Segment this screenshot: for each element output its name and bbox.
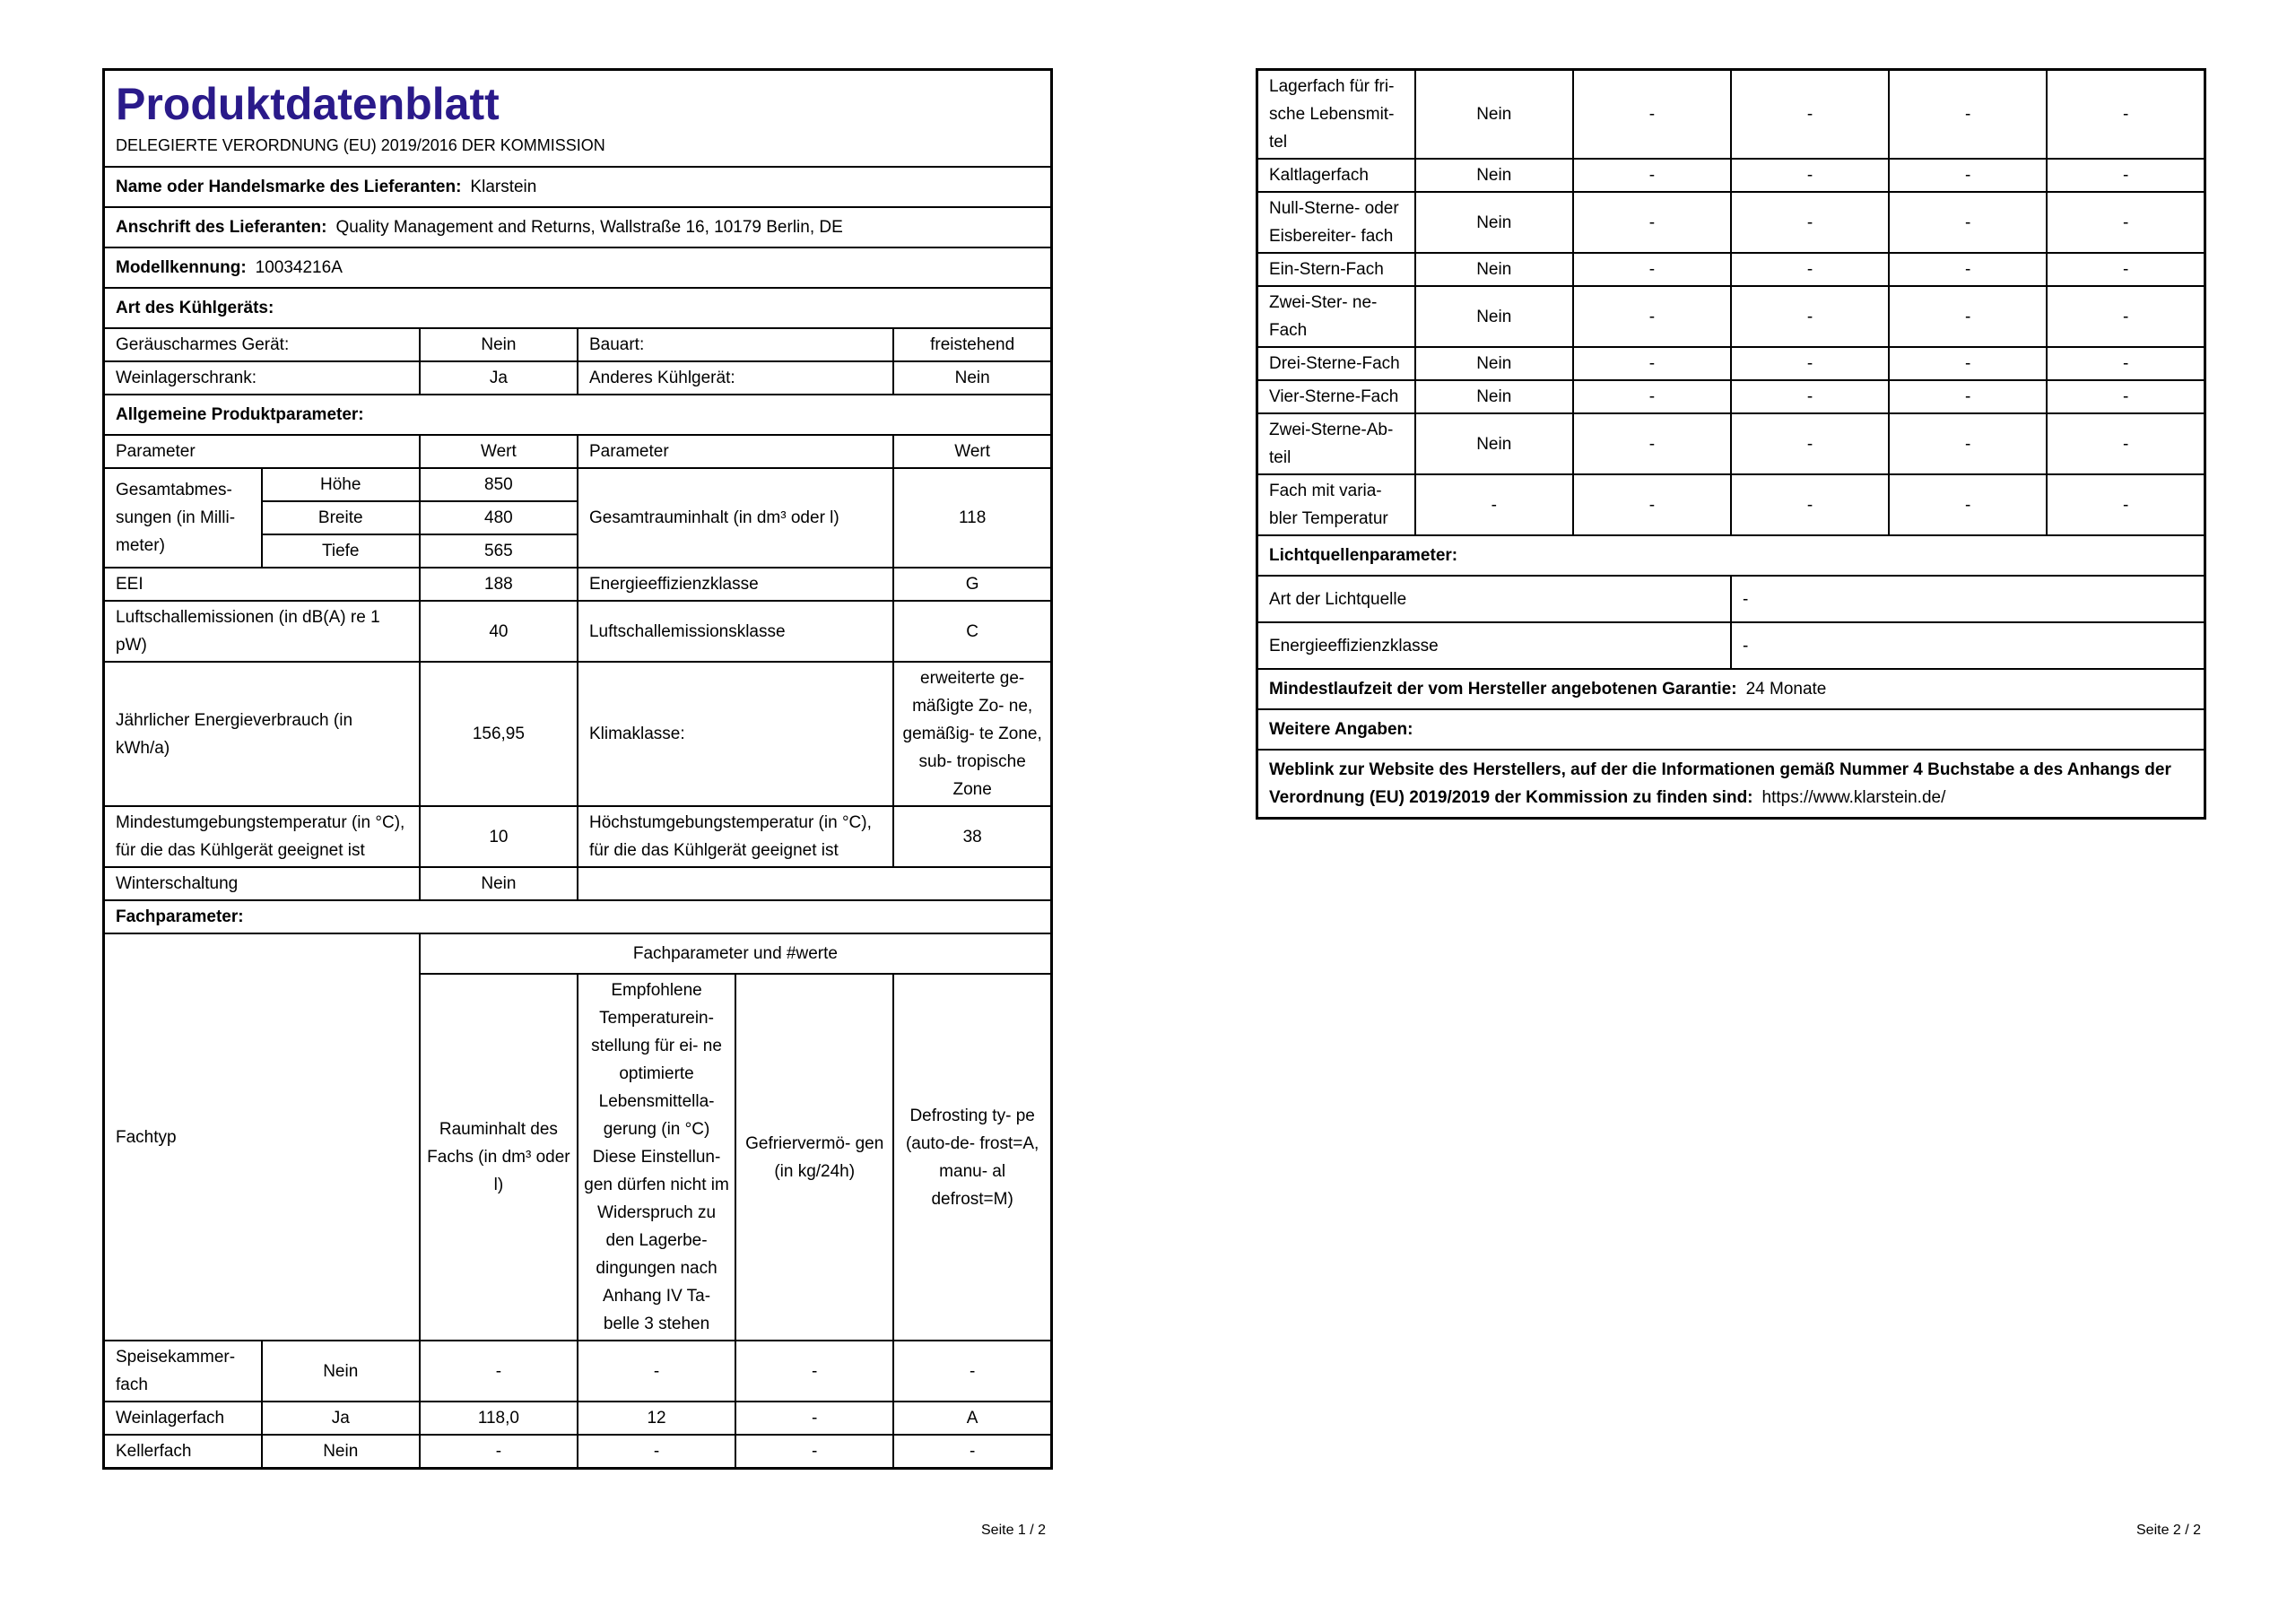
compartment-cell: -: [1731, 474, 1889, 535]
compartment-cell: -: [1889, 474, 2047, 535]
weblink-value[interactable]: https://www.klarstein.de/: [1761, 788, 1946, 807]
volume-label: Gesamtrauminhalt (in dm³ oder l): [578, 468, 893, 568]
climate-class-value: erweiterte ge- mäßigte Zo- ne, gemäßig- te Zone, sub- tropische Zone: [893, 662, 1051, 806]
type-value: Ja: [420, 361, 578, 395]
compartment-cell: -: [1731, 159, 1889, 192]
compartment-cell: -: [2047, 347, 2205, 380]
table-row: [1257, 70, 2205, 160]
noise-class-label: Luftschallemissionsklasse: [578, 601, 893, 662]
max-temp-value: 38: [893, 806, 1051, 867]
model-value: 10034216A: [255, 258, 343, 277]
compartment-column-header: Defrosting ty- pe (auto-de- frost=A, manu- al defrost=M): [893, 974, 1051, 1341]
compartment-cell: -: [1731, 380, 1889, 413]
compartment-parameters-header: Fachparameter:: [104, 900, 1052, 933]
compartment-cell: -: [1573, 286, 1731, 347]
general-parameters-header: Allgemeine Produktparameter:: [104, 395, 1052, 435]
empty-cell: [578, 867, 1052, 900]
winter-setting-label: Winterschaltung: [104, 867, 420, 900]
type-label: Weinlagerschrank:: [104, 361, 420, 395]
page-number: Seite 2 / 2: [2136, 1523, 2202, 1538]
compartment-present: Nein: [1415, 159, 1573, 192]
warranty-row: [1257, 669, 2205, 709]
compartment-cell: -: [1731, 70, 1889, 160]
compartment-cell: -: [1889, 192, 2047, 253]
column-header-parameter: Parameter: [104, 435, 420, 468]
compartment-name: Weinlagerfach: [104, 1402, 262, 1435]
table-row: [104, 1402, 1052, 1435]
compartment-cell: -: [735, 1435, 893, 1469]
table-row: [1257, 286, 2205, 347]
compartment-name: Lagerfach für fri- sche Lebensmit- tel: [1257, 70, 1415, 160]
compartment-cell: -: [1889, 159, 2047, 192]
compartment-cell: -: [1573, 347, 1731, 380]
column-header-parameter: Parameter: [578, 435, 893, 468]
compartment-present: Nein: [1415, 192, 1573, 253]
compartment-cell: -: [1731, 253, 1889, 286]
energy-class-value: G: [893, 568, 1051, 601]
page-number: Seite 1 / 2: [981, 1523, 1047, 1538]
compartment-cell: -: [1731, 413, 1889, 474]
compartment-cell: -: [735, 1341, 893, 1402]
compartment-present: Nein: [262, 1341, 420, 1402]
dimensions-label: Gesamtabmes- sungen (in Milli- meter): [104, 468, 262, 568]
dimension-name: Tiefe: [262, 534, 420, 568]
compartment-cell: -: [1573, 380, 1731, 413]
compartment-cell: -: [2047, 159, 2205, 192]
page-title: Produktdatenblatt: [116, 79, 500, 129]
table-row: [1257, 380, 2205, 413]
datasheet-table-page-1: [102, 68, 1053, 1470]
light-type-label: Art der Lichtquelle: [1257, 576, 1731, 622]
compartment-name: Zwei-Sterne-Ab- teil: [1257, 413, 1415, 474]
compartment-cell: -: [420, 1435, 578, 1469]
compartment-cell: -: [2047, 192, 2205, 253]
table-row: [1257, 413, 2205, 474]
compartment-cell: -: [2047, 253, 2205, 286]
compartment-cell: -: [2047, 70, 2205, 160]
datasheet-page-2: [1256, 68, 2206, 820]
dimension-value: 480: [420, 501, 578, 534]
compartment-group-header: Fachparameter und #werte: [420, 933, 1052, 974]
compartment-cell: -: [1731, 286, 1889, 347]
column-header-value: Wert: [420, 435, 578, 468]
compartment-cell: -: [1889, 380, 2047, 413]
column-header-value: Wert: [893, 435, 1051, 468]
compartment-cell: -: [578, 1435, 735, 1469]
compartment-cell: -: [1573, 159, 1731, 192]
compartment-name: Zwei-Ster- ne-Fach: [1257, 286, 1415, 347]
weblink-row: [1257, 750, 2205, 819]
compartment-cell: -: [578, 1341, 735, 1402]
dimension-value: 850: [420, 468, 578, 501]
compartment-present: Nein: [1415, 253, 1573, 286]
light-class-label: Energieeffizienzklasse: [1257, 622, 1731, 669]
model-row: [104, 247, 1052, 288]
compartment-cell: -: [1731, 347, 1889, 380]
compartment-name: Kellerfach: [104, 1435, 262, 1469]
table-row: [1257, 253, 2205, 286]
address-value: Quality Management and Returns, Wallstraße 16, 10179 Berlin, DE: [335, 218, 843, 237]
compartment-column-header: Gefriervermö- gen (in kg/24h): [735, 974, 893, 1341]
compartment-present: Nein: [1415, 413, 1573, 474]
dimension-value: 565: [420, 534, 578, 568]
compartment-cell: -: [1573, 192, 1731, 253]
compartment-cell: -: [735, 1402, 893, 1435]
address-label: Anschrift des Lieferanten:: [116, 218, 327, 237]
compartment-cell: 12: [578, 1402, 735, 1435]
climate-class-label: Klimaklasse:: [578, 662, 893, 806]
table-row: [104, 1341, 1052, 1402]
compartment-cell: -: [1889, 70, 2047, 160]
appliance-type-header: Art des Kühlgeräts:: [104, 288, 1052, 328]
compartment-cell: -: [420, 1341, 578, 1402]
supplier-value: Klarstein: [470, 178, 537, 196]
compartment-cell: -: [893, 1341, 1051, 1402]
compartment-cell: -: [1889, 413, 2047, 474]
type-label: Anderes Kühlgerät:: [578, 361, 893, 395]
compartment-present: -: [1415, 474, 1573, 535]
warranty-value: 24 Monate: [1745, 680, 1827, 699]
compartment-cell: -: [1573, 70, 1731, 160]
annual-energy-value: 156,95: [420, 662, 578, 806]
min-temp-value: 10: [420, 806, 578, 867]
type-value: Nein: [893, 361, 1051, 395]
compartment-column-header: Empfohlene Temperaturein- stellung für ei- ne optimierte Lebensmittella- gerung (in °C) Diese Einstellun- gen dürfen nicht im Widerspruch zu den Lagerbe- dingungen nach Anhang IV Ta- belle 3 stehen: [578, 974, 735, 1341]
compartment-present: Nein: [1415, 347, 1573, 380]
compartment-cell: -: [1889, 286, 2047, 347]
compartment-cell: -: [1889, 253, 2047, 286]
compartment-cell: -: [893, 1435, 1051, 1469]
noise-emission-value: 40: [420, 601, 578, 662]
eei-label: EEI: [104, 568, 420, 601]
table-row: [1257, 347, 2205, 380]
compartment-cell: -: [2047, 413, 2205, 474]
light-source-header: Lichtquellenparameter:: [1257, 535, 2205, 576]
compartment-present: Ja: [262, 1402, 420, 1435]
compartment-table-page-2: [1256, 68, 2206, 820]
volume-value: 118: [893, 468, 1051, 568]
model-label: Modellkennung:: [116, 258, 247, 277]
light-class-value: -: [1731, 622, 2205, 669]
weblink-label: Weblink zur Website des Herstellers, auf der die Informationen gemäß Nummer 4 Buchstabe a des Anhangs der Verordnung (EU) 2019/2019 der Kommission zu finden sind:: [1269, 760, 2171, 807]
energy-class-label: Energieeffizienzklasse: [578, 568, 893, 601]
type-label: Bauart:: [578, 328, 893, 361]
compartment-name: Kaltlagerfach: [1257, 159, 1415, 192]
table-row: [1257, 159, 2205, 192]
min-temp-label: Mindestumgebungstemperatur (in °C), für die das Kühlgerät geeignet ist: [104, 806, 420, 867]
eei-value: 188: [420, 568, 578, 601]
compartment-type-header: Fachtyp: [104, 933, 420, 1341]
compartment-cell: -: [1573, 474, 1731, 535]
compartment-present: Nein: [1415, 286, 1573, 347]
warranty-label: Mindestlaufzeit der vom Hersteller angebotenen Garantie:: [1269, 680, 1737, 699]
compartment-cell: -: [1889, 347, 2047, 380]
compartment-cell: -: [1731, 192, 1889, 253]
supplier-label: Name oder Handelsmarke des Lieferanten:: [116, 178, 462, 196]
compartment-name: Vier-Sterne-Fach: [1257, 380, 1415, 413]
dimension-name: Höhe: [262, 468, 420, 501]
compartment-name: Speisekammer- fach: [104, 1341, 262, 1402]
compartment-cell: -: [2047, 286, 2205, 347]
compartment-cell: A: [893, 1402, 1051, 1435]
compartment-present: Nein: [1415, 380, 1573, 413]
compartment-cell: -: [2047, 474, 2205, 535]
compartment-cell: -: [1573, 253, 1731, 286]
compartment-cell: -: [1573, 413, 1731, 474]
type-label: Geräuscharmes Gerät:: [104, 328, 420, 361]
compartment-cell: -: [2047, 380, 2205, 413]
compartment-name: Null-Sterne- oder Eisbereiter- fach: [1257, 192, 1415, 253]
table-row: [1257, 192, 2205, 253]
max-temp-label: Höchstumgebungstemperatur (in °C), für die das Kühlgerät geeignet ist: [578, 806, 893, 867]
compartment-name: Drei-Sterne-Fach: [1257, 347, 1415, 380]
noise-emission-label: Luftschallemissionen (in dB(A) re 1 pW): [104, 601, 420, 662]
more-info-header: Weitere Angaben:: [1257, 709, 2205, 750]
dimension-name: Breite: [262, 501, 420, 534]
compartment-name: Fach mit varia- bler Temperatur: [1257, 474, 1415, 535]
compartment-name: Ein-Stern-Fach: [1257, 253, 1415, 286]
type-value: freistehend: [893, 328, 1051, 361]
supplier-row: [104, 167, 1052, 207]
regulation-subtitle: DELEGIERTE VERORDNUNG (EU) 2019/2016 DER KOMMISSION: [116, 136, 605, 154]
table-row: [104, 1435, 1052, 1469]
noise-class-value: C: [893, 601, 1051, 662]
winter-setting-value: Nein: [420, 867, 578, 900]
datasheet-page-1: [102, 68, 1053, 1470]
compartment-present: Nein: [1415, 70, 1573, 160]
type-value: Nein: [420, 328, 578, 361]
annual-energy-label: Jährlicher Energieverbrauch (in kWh/a): [104, 662, 420, 806]
compartment-present: Nein: [262, 1435, 420, 1469]
address-row: [104, 207, 1052, 247]
compartment-cell: 118,0: [420, 1402, 578, 1435]
light-type-value: -: [1731, 576, 2205, 622]
compartment-column-header: Rauminhalt des Fachs (in dm³ oder l): [420, 974, 578, 1341]
table-row: [1257, 474, 2205, 535]
